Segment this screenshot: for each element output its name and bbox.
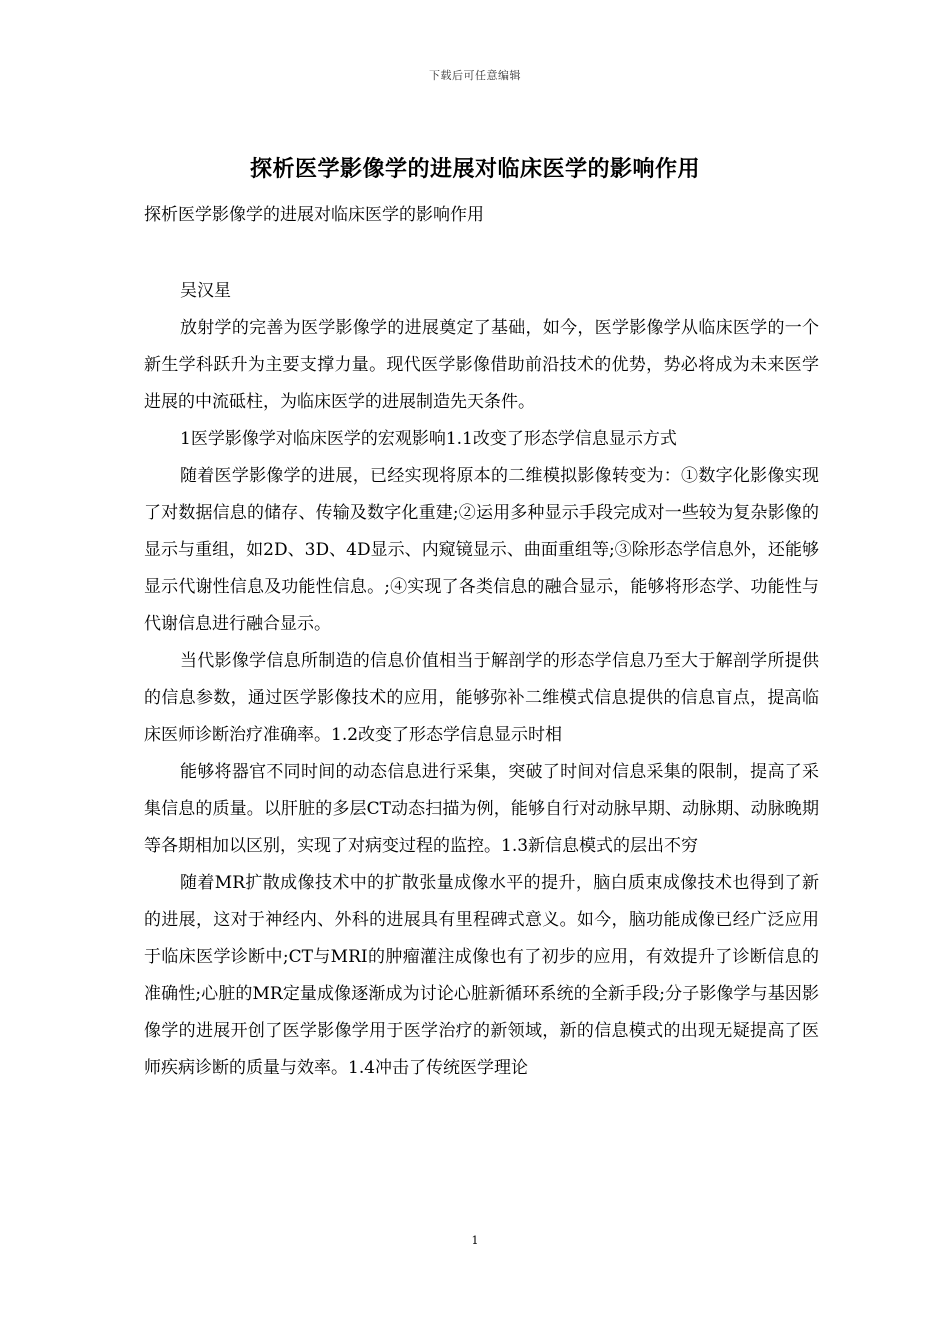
paragraph: 能够将器官不同时间的动态信息进行采集，突破了时间对信息采集的限制，提高了采集信息的质量。以肝脏的多层CT动态扫描为例，能够自行对动脉早期、动脉期、动脉晚期等各期相加以区别，实现了对病变过程的监控。1.3新信息模式的层出不穷	[144, 762, 819, 856]
page-number: 1	[471, 1234, 479, 1247]
paragraph: 放射学的完善为医学影像学的进展奠定了基础，如今，医学影像学从临床医学的一个新生学科跃升为主要支撑力量。现代医学影像借助前沿技术的优势，势必将成为未来医学进展的中流砥柱，为临床医学的进展制造先天条件。	[144, 318, 819, 412]
document-title: 探析医学影像学的进展对临床医学的影响作用	[249, 157, 700, 182]
header-note: 下载后可任意编辑	[429, 69, 521, 82]
paragraph: 随着医学影像学的进展，已经实现将原本的二维模拟影像转变为：①数字化影像实现了对数据信息的储存、传输及数字化重建;②运用多种显示手段完成对一些较为复杂影像的显示与重组，如2D、3D、4D显示、内窥镜显示、曲面重组等;③除形态学信息外，还能够显示代谢性信息及功能性信息。;④实现了各类信息的融合显示，能够将形态学、功能性与代谢信息进行融合显示。	[144, 466, 819, 634]
paragraph: 当代影像学信息所制造的信息价值相当于解剖学的形态学信息乃至大于解剖学所提供的信息参数，通过医学影像技术的应用，能够弥补二维模式信息提供的信息盲点，提高临床医师诊断治疗准确率。1.2改变了形态学信息显示时相	[144, 651, 819, 745]
author-name: 吴汉星	[180, 281, 231, 301]
section-heading: 1医学影像学对临床医学的宏观影响1.1改变了形态学信息显示方式	[180, 429, 677, 449]
document-body	[144, 273, 819, 1087]
paragraph: 随着MR扩散成像技术中的扩散张量成像水平的提升，脑白质束成像技术也得到了新的进展，这对于神经内、外科的进展具有里程碑式意义。如今，脑功能成像已经广泛应用于临床医学诊断中;CT与MRI的肿瘤灌注成像也有了初步的应用，有效提升了诊断信息的准确性;心脏的MR定量成像逐渐成为讨论心脏新循环系统的全新手段;分子影像学与基因影像学的进展开创了医学影像学用于医学治疗的新领域，新的信息模式的出现无疑提高了医师疾病诊断的质量与效率。1.4冲击了传统医学理论	[144, 873, 819, 1078]
document-subtitle: 探析医学影像学的进展对临床医学的影响作用	[144, 205, 484, 225]
